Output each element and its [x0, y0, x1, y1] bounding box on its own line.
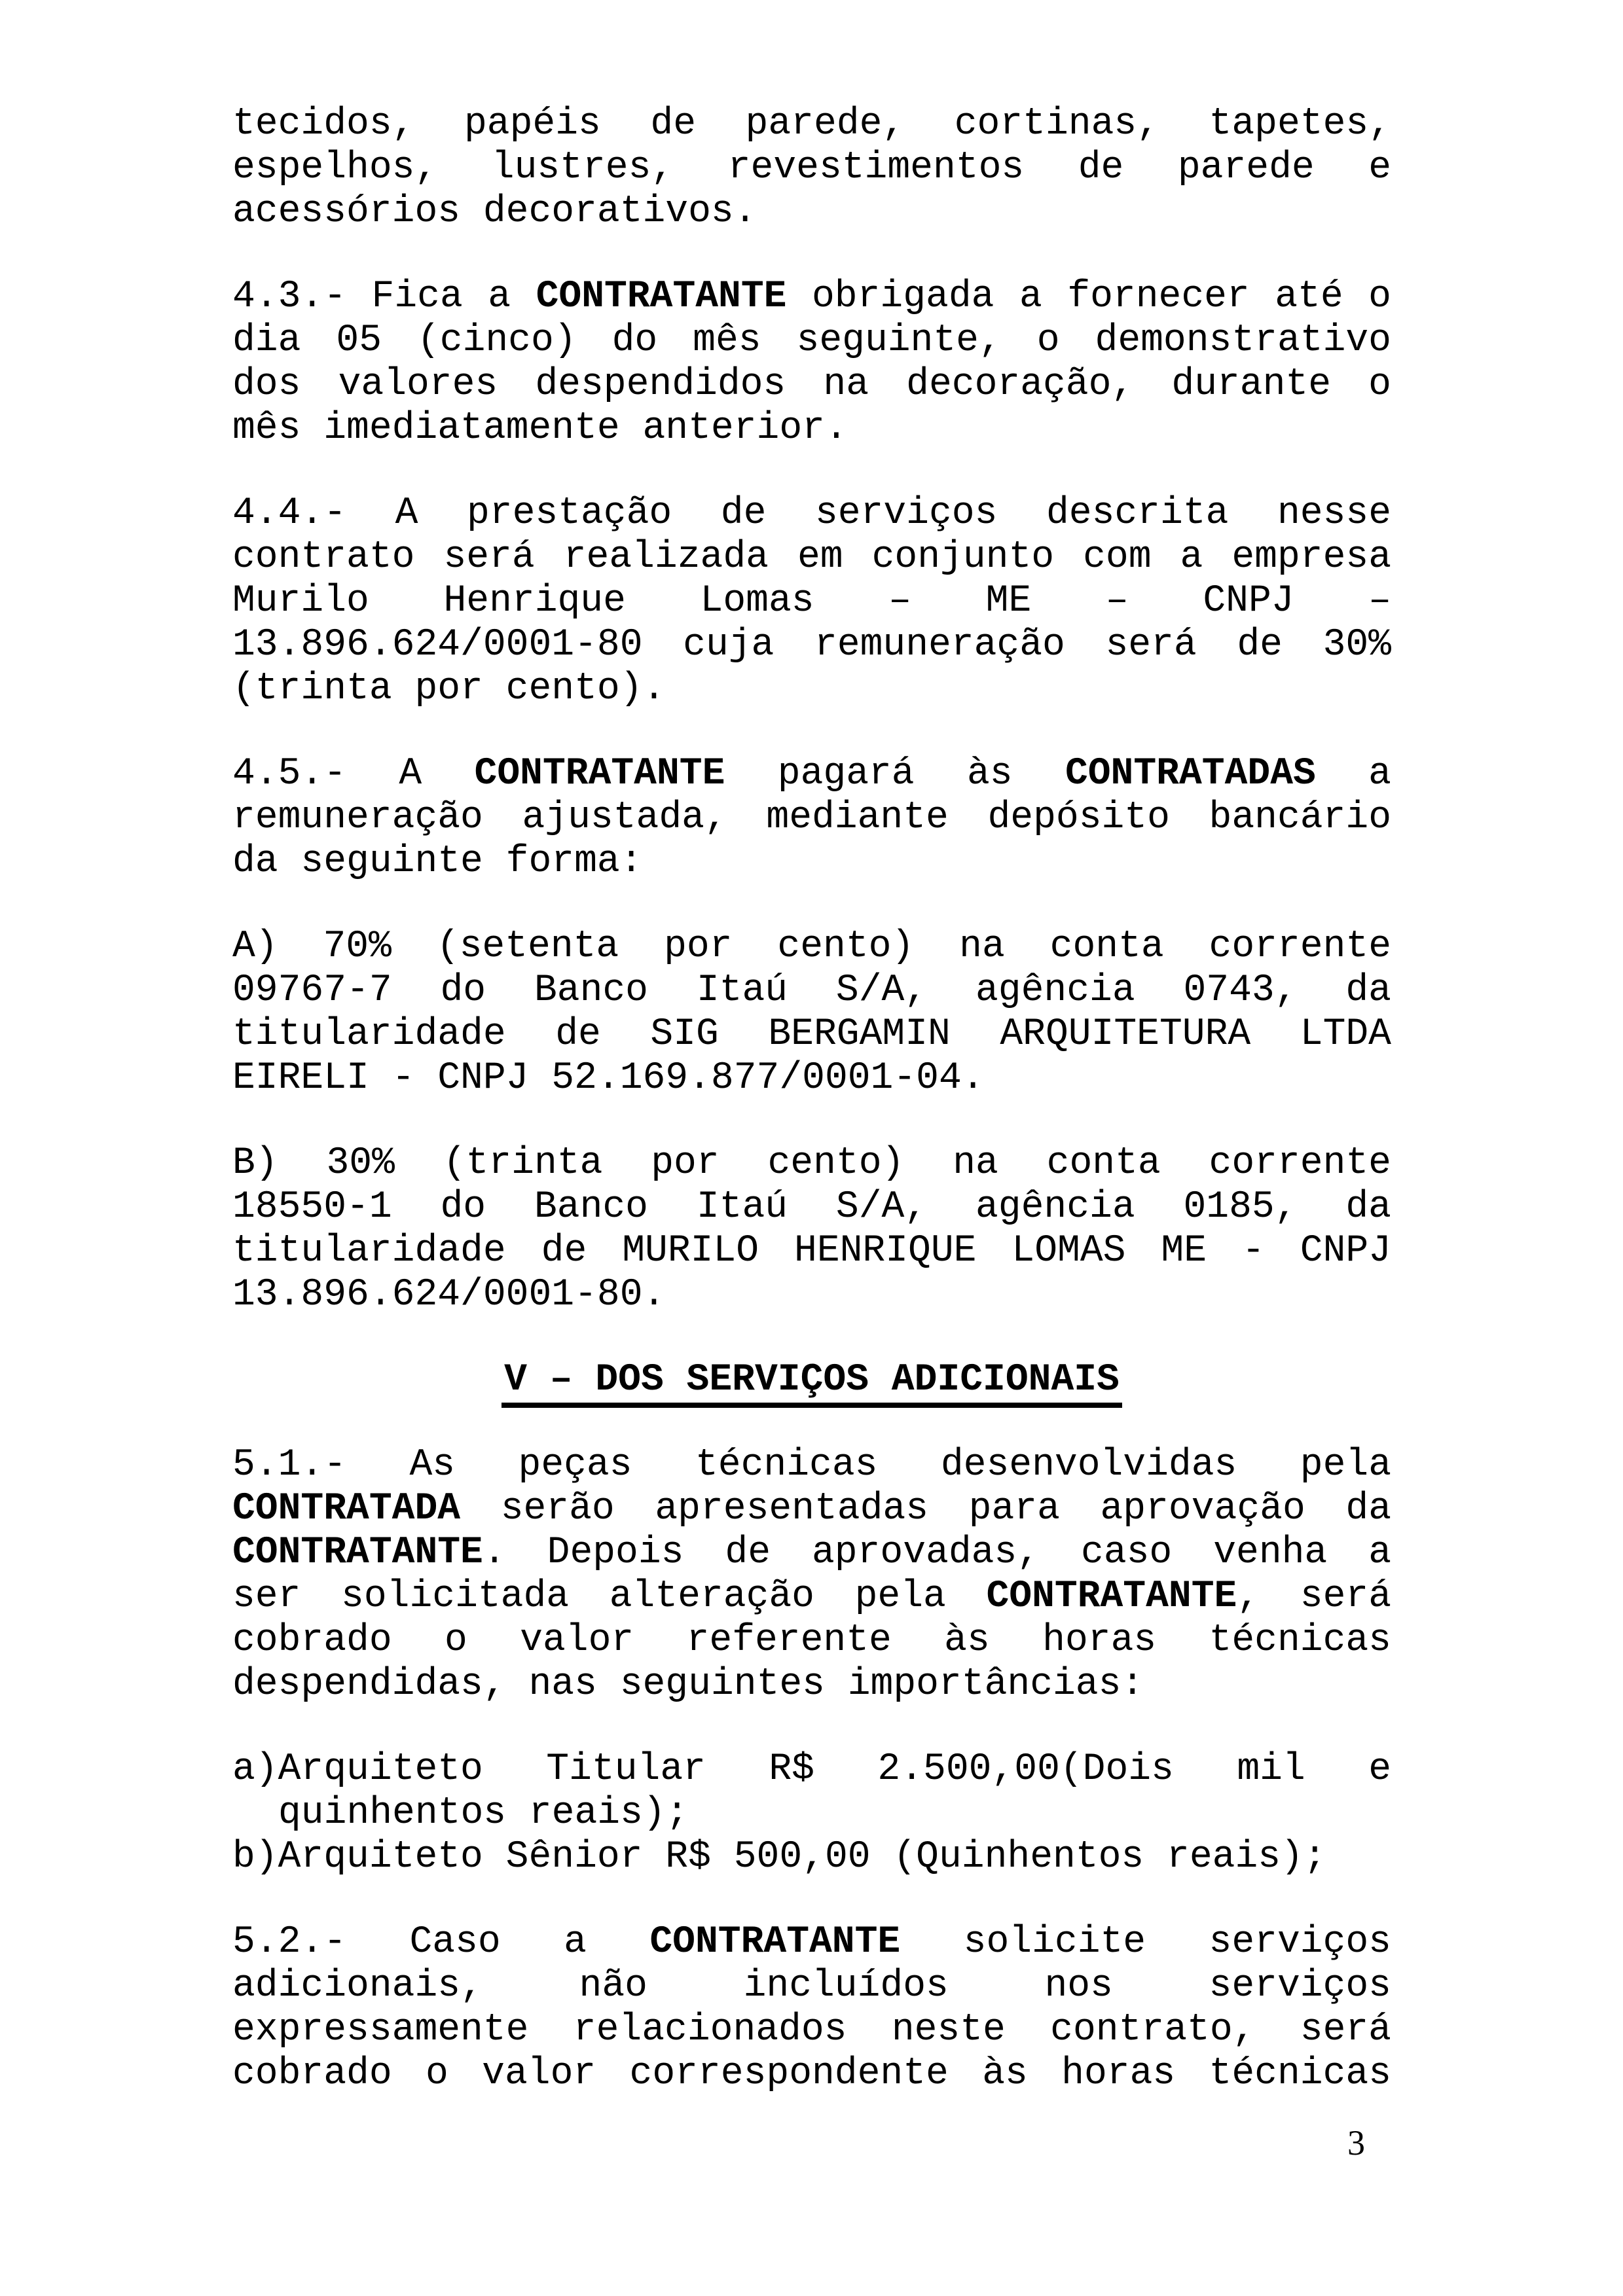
text-segment: 13.896.624/0001-80.: [232, 1274, 666, 1316]
text-segment: Murilo Henrique Lomas – ME – CNPJ –: [232, 580, 1391, 622]
text-segment: remuneração ajustada, mediante depósito bancário: [232, 797, 1391, 839]
bold-text-segment: CONTRATADAS: [1065, 753, 1316, 795]
text-line: [232, 190, 1391, 234]
page-number: 3: [1347, 2123, 1365, 2162]
bold-text-segment: CONTRATANTE: [536, 276, 787, 318]
text-segment: a)Arquiteto Titular R$ 2.500,00(Dois mil e: [232, 1748, 1391, 1791]
text-line: [232, 1013, 1391, 1056]
text-segment: (trinta por cento).: [232, 668, 666, 710]
list-architect-fees: [232, 1748, 1391, 1879]
text-segment: 5.1.- As peças técnicas desenvolvidas pela: [232, 1444, 1391, 1486]
text-segment: pagará às: [725, 753, 1065, 795]
bold-text-segment: CONTRATANTE: [649, 1921, 901, 1964]
text-line: [232, 1229, 1391, 1273]
text-line: [232, 752, 1391, 796]
text-segment: . Depois de aprovadas, caso venha a: [483, 1532, 1391, 1574]
text-segment: serão apresentadas para aprovação da: [460, 1488, 1391, 1530]
text-segment: ser solicitada alteração pela: [232, 1575, 987, 1618]
text-line: [232, 2052, 1391, 2096]
text-line: [232, 1920, 1391, 1964]
text-line: [232, 102, 1391, 146]
text-segment: EIRELI - CNPJ 52.169.877/0001-04.: [232, 1057, 985, 1100]
document-content: [232, 102, 1391, 2096]
text-segment: dia 05 (cinco) do mês seguinte, o demonstrativo: [232, 319, 1391, 362]
text-segment: cobrado o valor correspondente às horas técnicas: [232, 2053, 1391, 2095]
text-line: [232, 840, 1391, 884]
text-segment: da seguinte forma:: [232, 840, 643, 883]
text-segment: adicionais, não incluídos nos serviços: [232, 1965, 1391, 2007]
text-line: [232, 406, 1391, 450]
text-line: [232, 1056, 1391, 1100]
text-line: [232, 1748, 1391, 1791]
text-segment: a: [1315, 753, 1391, 795]
text-line: [232, 1662, 1391, 1706]
para-clause-4-4: [232, 492, 1391, 711]
text-line: [232, 1358, 1391, 1402]
text-line: [232, 1835, 1391, 1879]
text-segment: B) 30% (trinta por cento) na conta corrente: [232, 1142, 1391, 1185]
text-line: [232, 363, 1391, 406]
text-segment: A) 70% (setenta por cento) na conta corrente: [232, 925, 1391, 968]
text-line: [232, 275, 1391, 319]
text-segment: 4.3.- Fica a: [232, 276, 536, 318]
text-segment: 4.4.- A prestação de serviços descrita nesse: [232, 492, 1391, 535]
text-line: [232, 492, 1391, 535]
text-line: [232, 1619, 1391, 1662]
para-tecidos: [232, 102, 1391, 234]
text-segment: mês imediatamente anterior.: [232, 407, 848, 450]
text-segment: , será: [1237, 1575, 1391, 1618]
bold-text-segment: CONTRATANTE: [986, 1575, 1237, 1618]
text-line: [232, 319, 1391, 363]
bold-text-segment: CONTRATANTE: [232, 1532, 483, 1574]
text-line: [232, 667, 1391, 711]
para-account-b: [232, 1141, 1391, 1317]
text-segment: 18550-1 do Banco Itaú S/A, agência 0185, da: [232, 1186, 1391, 1229]
text-segment: despendidas, nas seguintes importâncias:: [232, 1663, 1144, 1706]
text-line: [232, 1141, 1391, 1185]
text-segment: 09767-7 do Banco Itaú S/A, agência 0743, da: [232, 969, 1391, 1012]
para-clause-5-1: [232, 1443, 1391, 1706]
para-clause-4-5: [232, 752, 1391, 884]
text-segment: 13.896.624/0001-80 cuja remuneração será de 30%: [232, 624, 1391, 666]
text-line: [232, 1443, 1391, 1487]
text-segment: acessórios decorativos.: [232, 190, 757, 233]
text-segment: cobrado o valor referente às horas técnicas: [232, 1619, 1391, 1662]
text-line: [232, 1273, 1391, 1317]
section-heading-v: [232, 1358, 1391, 1402]
text-line: [232, 579, 1391, 623]
text-segment: espelhos, lustres, revestimentos de parede e: [232, 147, 1391, 189]
text-segment: b)Arquiteto Sênior R$ 500,00 (Quinhentos reais);: [232, 1836, 1326, 1878]
para-clause-4-3: [232, 275, 1391, 450]
text-line: [232, 623, 1391, 667]
text-segment: tecidos, papéis de parede, cortinas, tapetes,: [232, 103, 1391, 145]
text-line: [232, 969, 1391, 1013]
text-line: [232, 1487, 1391, 1531]
text-segment: 4.5.- A: [232, 753, 475, 795]
text-segment: dos valores despendidos na decoração, durante o: [232, 363, 1391, 406]
text-segment: quinhentos reais);: [278, 1792, 689, 1835]
text-line: [232, 1185, 1391, 1229]
text-line: [232, 2008, 1391, 2052]
text-line: [232, 535, 1391, 579]
text-segment: titularidade de SIG BERGAMIN ARQUITETURA LTDA: [232, 1013, 1391, 1056]
text-line: [232, 1575, 1391, 1619]
bold-text-segment: CONTRATANTE: [474, 753, 725, 795]
text-segment: contrato será realizada em conjunto com a empresa: [232, 536, 1391, 579]
text-line: [232, 146, 1391, 190]
bold-text-segment: V – DOS SERVIÇOS ADICIONAIS: [501, 1359, 1122, 1408]
text-segment: expressamente relacionados neste contrato, será: [232, 2009, 1391, 2051]
text-line: [232, 1791, 1391, 1835]
text-line: [232, 1964, 1391, 2008]
text-line: [232, 1531, 1391, 1575]
bold-text-segment: CONTRATADA: [232, 1488, 461, 1530]
text-line: [232, 796, 1391, 840]
para-account-a: [232, 925, 1391, 1100]
text-segment: titularidade de MURILO HENRIQUE LOMAS ME - CNPJ: [232, 1230, 1391, 1272]
text-segment: 5.2.- Caso a: [232, 1921, 650, 1964]
text-line: [232, 925, 1391, 969]
text-segment: obrigada a fornecer até o: [786, 276, 1391, 318]
para-clause-5-2: [232, 1920, 1391, 2096]
text-segment: solicite serviços: [900, 1921, 1391, 1964]
